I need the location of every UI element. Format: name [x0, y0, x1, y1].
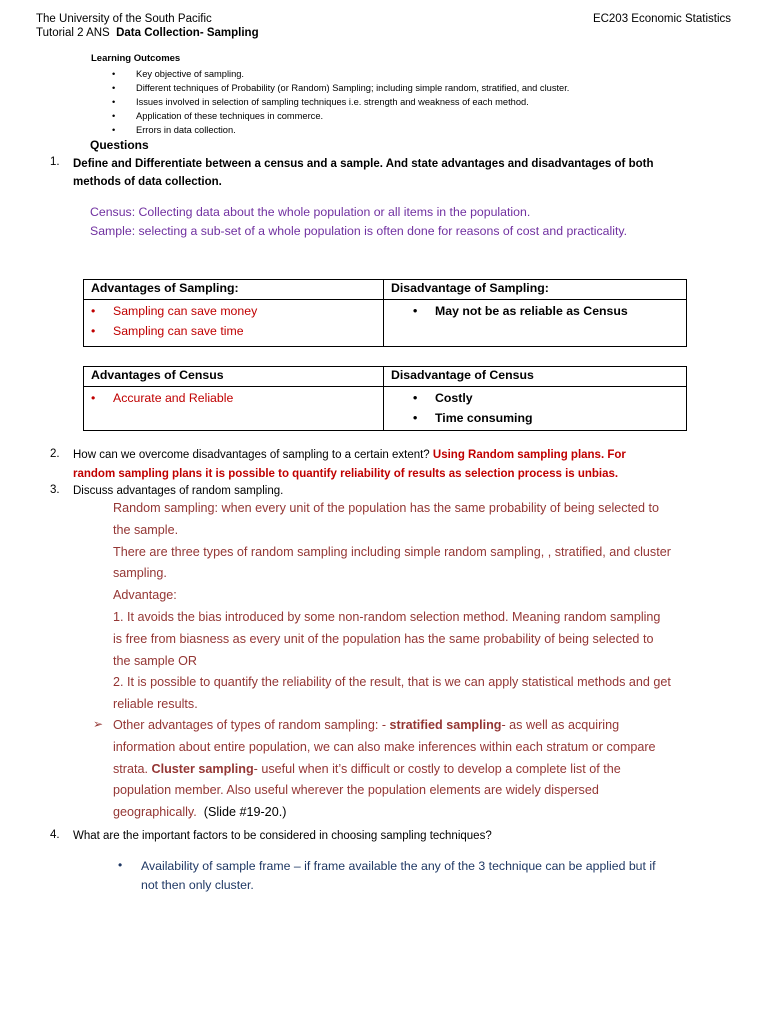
slide-reference: (Slide #19-20.) — [203, 805, 287, 820]
questions-heading: Questions — [90, 138, 149, 152]
sampling-dis-cell — [384, 300, 687, 347]
list-item: • Accurate and Reliable — [91, 388, 376, 408]
census-advantages-table — [83, 366, 687, 431]
list-item: • Key objective of sampling. — [112, 67, 569, 81]
sampling-dis-header: Disadvantage of Sampling: — [384, 280, 687, 300]
q3-other-advantages — [113, 715, 673, 824]
cluster-label: Cluster sampling — [151, 761, 254, 776]
q4-bullet: Availability of sample frame – if frame available the any of the 3 technique can be applied but if not then only cluster. — [141, 859, 656, 892]
q3-advantage-1: 1. It avoids the bias introduced by some non-random selection method. Meaning random sampling is free from biasness as every unit of the population has the same probability of being selected to the sample OR — [113, 609, 661, 668]
other-advantages-intro: Other advantages of types of random sampling: - — [113, 718, 387, 732]
q2-number: 2. — [50, 448, 60, 460]
q1-number: 1. — [50, 156, 60, 168]
q2-question: How can we overcome disadvantages of sampling to a certain extent? — [73, 449, 430, 461]
university-name: The University of the South Pacific — [36, 13, 212, 25]
arrow-bullet-icon: ➢ — [93, 717, 104, 731]
q1-definitions — [90, 203, 677, 241]
q2-text — [73, 446, 683, 483]
stratified-label: stratified sampling — [389, 718, 502, 732]
list-item: • Costly — [413, 388, 679, 408]
stratified-text: - as well as acquiring information about entire population, we can also make inferences within each stratum or compare strata. — [113, 718, 656, 776]
tutorial-label: Tutorial 2 ANS — [36, 27, 110, 39]
course-code: EC203 Economic Statistics — [592, 13, 731, 25]
q2-answer-inline: Using Random sampling plans. For — [432, 449, 626, 461]
q3-answer — [113, 498, 673, 716]
q1-text: Define and Differentiate between a census and a sample. And state advantages and disadvantages of both methods of data collection. — [73, 158, 654, 188]
sample-definition: Sample: selecting a sub-set of a whole population is often done for reasons of cost and practicality. — [90, 224, 628, 238]
census-dis-cell — [384, 387, 687, 431]
q3-number: 3. — [50, 484, 60, 496]
list-item: • Sampling can save money — [91, 301, 376, 321]
q3-text: Discuss advantages of random sampling. — [73, 485, 284, 497]
sampling-advantages-table — [83, 279, 687, 347]
tutorial-topic: Data Collection- Sampling — [116, 27, 259, 39]
tutorial-line — [36, 26, 259, 40]
census-definition: Census: Collecting data about the whole population or all items in the population. — [90, 205, 531, 219]
census-dis-header: Disadvantage of Census — [384, 367, 687, 387]
sampling-adv-cell — [84, 300, 384, 347]
list-item: • May not be as reliable as Census — [413, 301, 679, 321]
q3-advantage-2: 2. It is possible to quantify the reliability of the result, that is we can apply statistical methods and get reliable results. — [113, 675, 671, 712]
page-header-left — [36, 12, 259, 40]
list-item: • Issues involved in selection of sampling techniques i.e. strength and weakness of each method. — [112, 95, 569, 109]
q3-definition: Random sampling: when every unit of the population has the same probability of being selected to the sample. — [113, 501, 660, 537]
q4-number: 4. — [50, 829, 60, 841]
cluster-text: - useful when it’s difficult or costly to develop a complete list of the population member. Also useful wherever the population elements are widely dispersed geographically. — [113, 761, 621, 820]
learning-outcomes-title: Learning Outcomes — [91, 53, 181, 64]
q2-answer-line2: random sampling plans it is possible to quantify reliability of results as selection process is unbias. — [73, 467, 619, 480]
list-item: • Errors in data collection. — [112, 123, 569, 137]
learning-outcomes-list — [112, 67, 569, 137]
q3-types: There are three types of random sampling including simple random sampling, , stratified, and cluster sampling. — [113, 544, 671, 581]
list-item: • Sampling can save time — [91, 321, 376, 341]
list-item: • Different techniques of Probability (or Random) Sampling; including simple random, stratified, and cluster. — [112, 81, 569, 95]
census-adv-header: Advantages of Census — [84, 367, 384, 387]
list-item: • Time consuming — [413, 408, 679, 428]
q3-advantage-label: Advantage: — [113, 588, 177, 603]
census-adv-cell — [84, 387, 384, 431]
sampling-adv-header: Advantages of Sampling: — [84, 280, 384, 300]
q4-text: What are the important factors to be considered in choosing sampling techniques? — [73, 830, 492, 842]
list-item: • Application of these techniques in commerce. — [112, 109, 569, 123]
bullet-icon: • — [118, 858, 123, 872]
